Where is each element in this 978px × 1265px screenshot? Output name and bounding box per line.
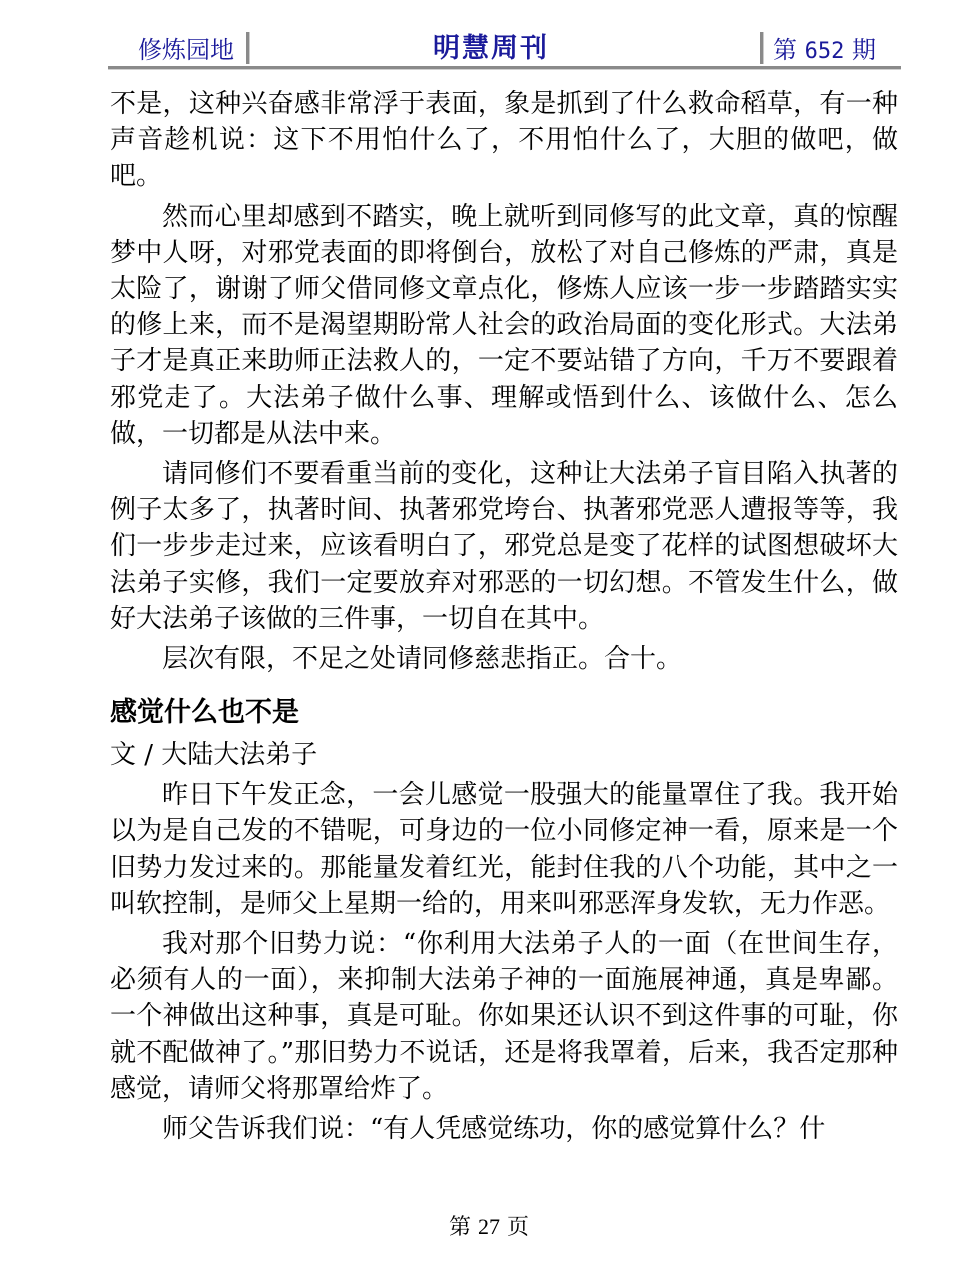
page-header [108, 26, 901, 66]
article-title: 感觉什么也不是 [110, 697, 299, 729]
article-content [110, 86, 898, 1151]
issue-number: 652 [804, 39, 845, 64]
page-suffix: 页 [507, 1215, 530, 1240]
paragraph: 不是，这种兴奋感非常浮于表面，象是抓到了什么救命稻草，有一种声音趁机说：这下不用怕什么了，不用怕什么了，大胆的做吧，做吧。 [110, 89, 898, 192]
paragraph: 昨日下午发正念，一会儿感觉一股强大的能量罩住了我。我开始以为是自己发的不错呢，可身边的一位小同修定神一看，原来是一个旧势力发过来的。那能量发着红光，能封住我的八个功能，其中之一叫软控制，是师父上星期一给的，用来叫邪恶浑身发软，无力作恶。 [110, 780, 898, 919]
header-divider [246, 32, 250, 64]
header-rule [108, 66, 901, 70]
issue-label [773, 30, 876, 65]
header-divider [760, 32, 764, 64]
paragraph: 我对那个旧势力说：“你利用大法弟子人的一面（在世间生存，必须有人的一面），来抑制大法弟子神的一面施展神通，真是卑鄙。一个神做出这种事，真是可耻。你如果还认识不到这件事的可耻，你就不配做神了。”那旧势力不说话，还是将我罩着，后来，我否定那种感觉，请师父将那罩给炸了。 [110, 929, 898, 1104]
article-byline: 文 / 大陆大法弟子 [110, 740, 318, 771]
section-label: 修炼园地 [138, 36, 234, 64]
page-prefix: 第 [448, 1215, 471, 1240]
paragraph: 请同修们不要看重当前的变化，这种让大法弟子盲目陷入执著的例子太多了，执著时间、执著邪党垮台、执著邪党恶人遭报等等，我们一步步走过来，应该看明白了，邪党总是变了花样的试图想破坏大法弟子实修，我们一定要放弃对邪恶的一切幻想。不管发生什么，做好大法弟子该做的三件事，一切自在其中。 [110, 459, 898, 634]
issue-prefix: 第 [773, 36, 797, 64]
paragraph: 然而心里却感到不踏实，晚上就听到同修写的此文章，真的惊醒梦中人呀，对邪党表面的即将倒台，放松了对自己修炼的严肃，真是太险了，谢谢了师父借同修文章点化，修炼人应该一步一步踏踏实实的修上来，而不是渴望期盼常人社会的政治局面的变化形式。大法弟子才是真正来助师正法救人的，一定不要站错了方向，千万不要跟着邪党走了。大法弟子做什么事、理解或悟到什么、该做什么、怎么做，一切都是从法中来。 [110, 201, 898, 449]
paragraph: 师父告诉我们说：“有人凭感觉练功，你的感觉算什么？什 [162, 1114, 826, 1145]
publication-title: 明慧周刊 [433, 33, 549, 64]
page-number: 27 [478, 1214, 500, 1239]
page-footer [0, 1210, 978, 1241]
paragraph: 层次有限，不足之处请同修慈悲指正。合十。 [162, 644, 683, 675]
issue-suffix: 期 [852, 36, 877, 64]
